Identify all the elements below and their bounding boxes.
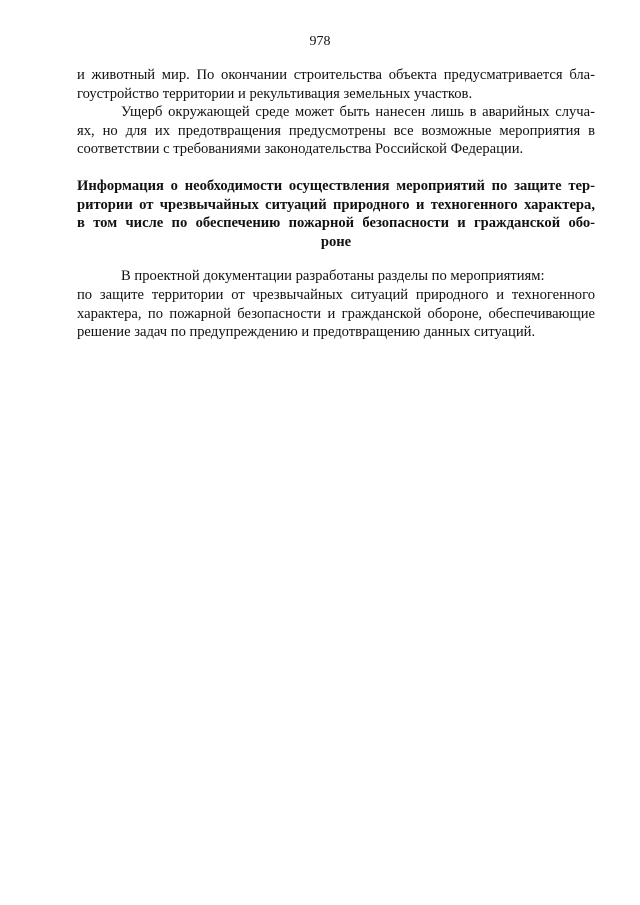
heading-line: в том числе по обеспечению пожарной безопасности и гражданской обо- <box>77 215 595 232</box>
paragraph-damage <box>77 103 595 159</box>
heading-line: роне <box>320 233 352 250</box>
text-line: и животный мир. По окончании строительства объекта предусматривается бла- <box>77 67 595 83</box>
text-line: решение задач по предупреждению и предотвращению данных ситуаций. <box>77 324 536 341</box>
page-number: 978 <box>309 34 331 49</box>
text-line: Ущерб окружающей среде может быть нанесен лишь в аварийных случа- <box>121 104 595 121</box>
document-body <box>77 66 595 342</box>
text-line: по защите территории от чрезвычайных ситуаций природного и техногенного <box>77 286 595 303</box>
heading-line: ритории от чрезвычайных ситуаций природного и техногенного характера, <box>77 196 595 213</box>
heading-line: Информация о необходимости осуществления мероприятий по защите тер- <box>77 177 595 194</box>
text-line: В проектной документации разработаны разделы по мероприятиям: <box>121 268 545 285</box>
text-line: гоустройство территории и рекультивация земельных участков. <box>77 85 473 102</box>
paragraph-measures <box>77 267 595 341</box>
text-line: характера, по пожарной безопасности и гражданской обороне, обеспечивающие <box>77 305 595 322</box>
text-line: ях, но для их предотвращения предусмотрены все возможные мероприятия в <box>77 122 595 139</box>
section-heading <box>77 177 595 251</box>
paragraph-intro <box>77 66 595 103</box>
text-line: соответствии с требованиями законодательства Российской Федерации. <box>77 141 524 158</box>
